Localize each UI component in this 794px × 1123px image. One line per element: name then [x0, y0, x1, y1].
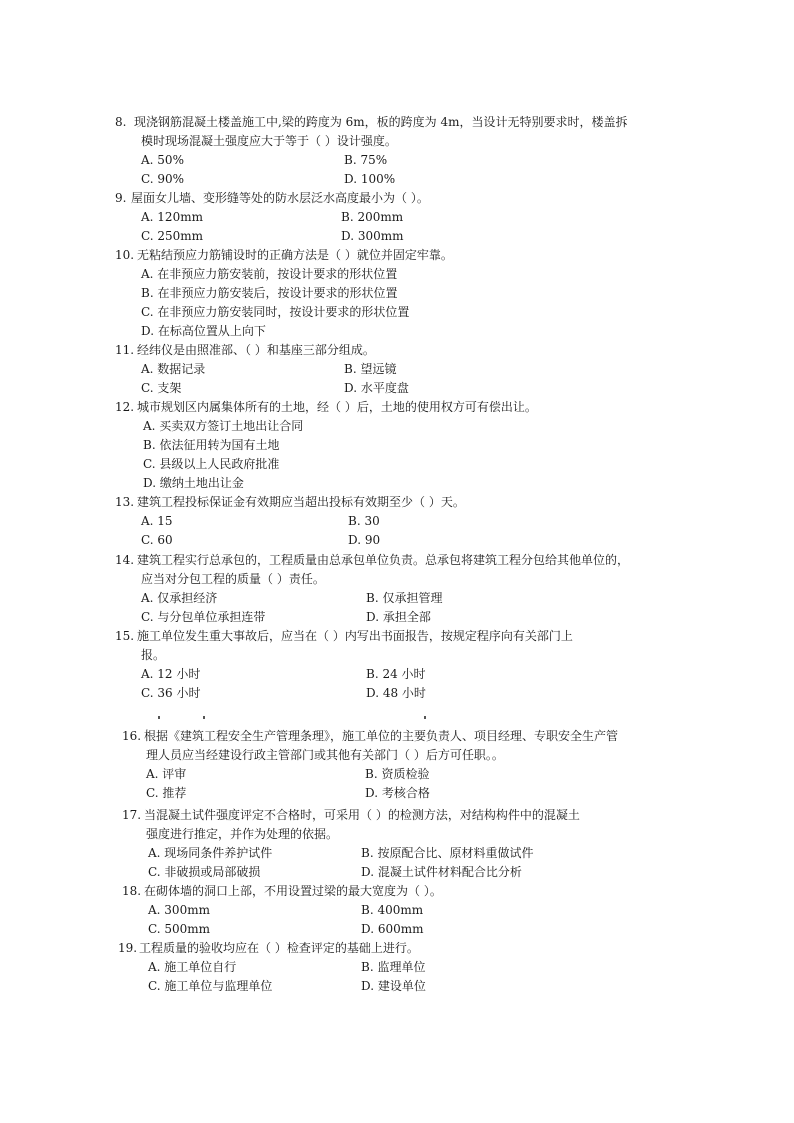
option-c[interactable]: C. 施工单位与监理单位: [148, 979, 273, 993]
question-stem-line1: 经纬仪是由照准部、（ ）和基座三部分组成。: [137, 343, 375, 357]
option-a[interactable]: A. 120mm: [141, 210, 203, 224]
option-b[interactable]: B. 按原配合比、原材料重做试件: [361, 846, 534, 860]
question-stem-line1: 当混凝土试件强度评定不合格时，可采用（ ）的检测方法，对结构构件中的混凝土: [144, 808, 580, 822]
option-c[interactable]: C. 非破损或局部破损: [148, 865, 261, 879]
question-stem-line1: 无粘结预应力筋铺设时的正确方法是（ ）就位并固定牢靠。: [137, 248, 453, 262]
question-number: 15.: [115, 629, 135, 643]
question-number: 13.: [115, 495, 135, 509]
option-b[interactable]: B. 仅承担管理: [366, 591, 443, 605]
question-stem-line2: 模时现场混凝土强度应大于等于（ ）设计强度。: [141, 134, 397, 148]
option-d[interactable]: D. 缴纳土地出让金: [143, 476, 244, 490]
option-b[interactable]: B. 200mm: [341, 210, 404, 224]
option-a[interactable]: A. 买卖双方签订土地出让合同: [143, 419, 304, 433]
question-number: 17.: [122, 808, 142, 822]
question-number: 18.: [122, 884, 142, 898]
question-stem-line1: 现浇钢筋混凝土楼盖施工中,梁的跨度为 6m，板的跨度为 4m，当设计无特别要求时，楼盖拆: [134, 115, 628, 129]
option-d[interactable]: D. 承担全部: [366, 610, 431, 624]
question-stem-line1: 在砌体墙的洞口上部，不用设置过梁的最大宽度为（ ）。: [144, 884, 442, 898]
option-c[interactable]: C. 与分包单位承担连带: [141, 610, 266, 624]
option-b[interactable]: B. 30: [348, 514, 380, 528]
option-d[interactable]: D. 100%: [344, 172, 396, 186]
question-stem-line2: 报。: [141, 648, 166, 662]
option-d[interactable]: D. 600mm: [361, 922, 424, 936]
option-a[interactable]: A. 在非预应力筋安装前，按设计要求的形状位置: [141, 267, 398, 281]
question-stem-line1: 城市规划区内属集体所有的土地，经（ ）后，土地的使用权方可有偿出让。: [137, 400, 537, 414]
option-c[interactable]: C. 推荐: [146, 786, 187, 800]
option-a[interactable]: A. 评审: [146, 767, 187, 781]
question-stem-line1: 施工单位发生重大事故后，应当在（ ）内写出书面报告，按规定程序向有关部门上: [137, 629, 573, 643]
question-stem-line1: 建筑工程实行总承包的，工程质量由总承包单位负责。总承包将建筑工程分包给其他单位的，: [137, 553, 630, 567]
option-d[interactable]: D. 90: [348, 533, 381, 547]
question-stem-line1: 屋面女儿墙、变形缝等处的防水层泛水高度最小为（ ）。: [131, 191, 429, 205]
option-b[interactable]: B. 监理单位: [361, 960, 426, 974]
option-a[interactable]: A. 15: [141, 514, 173, 528]
question-number: 12.: [115, 400, 135, 414]
option-d[interactable]: D. 300mm: [341, 229, 404, 243]
option-c[interactable]: C. 90%: [141, 172, 185, 186]
option-a[interactable]: A. 仅承担经济: [141, 591, 218, 605]
option-b[interactable]: B. 望远镜: [344, 362, 397, 376]
question-number: 14.: [115, 553, 135, 567]
question-number: 19.: [118, 941, 138, 955]
option-d[interactable]: D. 水平度盘: [344, 381, 409, 395]
question-number: 16.: [122, 729, 142, 743]
option-c[interactable]: C. 36 小时: [141, 686, 201, 700]
question-number: 9.: [115, 191, 127, 205]
option-b[interactable]: B. 依法征用转为国有土地: [143, 438, 280, 452]
option-c[interactable]: C. 在非预应力筋安装同时，按设计要求的形状位置: [141, 305, 410, 319]
question-number: 10.: [115, 248, 135, 262]
option-c[interactable]: C. 县级以上人民政府批准: [143, 457, 280, 471]
option-c[interactable]: C. 60: [141, 533, 173, 547]
option-b[interactable]: B. 400mm: [361, 903, 424, 917]
question-stem-line2: 应当对分包工程的质量（ ）责任。: [141, 572, 325, 586]
question-stem-line2: 理人员应当经建设行政主管部门或其他有关部门（ ）后方可任职。。: [146, 748, 504, 762]
question-number: 8.: [115, 115, 127, 129]
option-c[interactable]: C. 支架: [141, 381, 182, 395]
option-a[interactable]: A. 50%: [141, 153, 184, 167]
question-stem-line1: 建筑工程投标保证金有效期应当超出投标有效期至少（ ）天。: [137, 495, 465, 509]
option-b[interactable]: B. 资质检验: [365, 767, 430, 781]
scan-artifact: [0, 716, 794, 720]
option-c[interactable]: C. 500mm: [148, 922, 211, 936]
option-a[interactable]: A. 施工单位自行: [148, 960, 237, 974]
option-d[interactable]: D. 混凝土试件材料配合比分析: [361, 865, 522, 879]
option-b[interactable]: B. 在非预应力筋安装后，按设计要求的形状位置: [141, 286, 398, 300]
option-d[interactable]: D. 在标高位置从上向下: [141, 324, 266, 338]
option-a[interactable]: A. 300mm: [148, 903, 210, 917]
question-stem-line1: 工程质量的验收均应在（ ）检查评定的基础上进行。: [139, 941, 419, 955]
option-d[interactable]: D. 考核合格: [365, 786, 430, 800]
question-stem-line2: 强度进行推定，并作为处理的依据。: [146, 827, 339, 841]
question-number: 11.: [115, 343, 135, 357]
option-d[interactable]: D. 建设单位: [361, 979, 426, 993]
option-d[interactable]: D. 48 小时: [366, 686, 426, 700]
option-c[interactable]: C. 250mm: [141, 229, 204, 243]
option-a[interactable]: A. 12 小时: [141, 667, 201, 681]
option-a[interactable]: A. 数据记录: [141, 362, 206, 376]
option-a[interactable]: A. 现场同条件养护试件: [148, 846, 273, 860]
option-b[interactable]: B. 75%: [344, 153, 388, 167]
option-b[interactable]: B. 24 小时: [366, 667, 426, 681]
question-stem-line1: 根据《建筑工程安全生产管理条理》，施工单位的主要负责人、项目经理、专职安全生产管: [144, 729, 619, 743]
